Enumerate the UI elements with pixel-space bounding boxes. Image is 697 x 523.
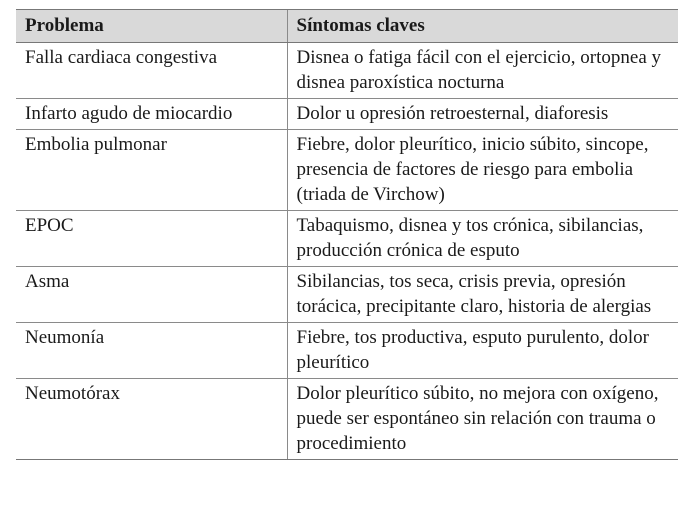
symptoms-cell: Dolor u opresión retroesternal, diaforesis (287, 99, 678, 130)
table-body (16, 43, 678, 460)
problem-cell: Asma (16, 267, 287, 323)
table-row (16, 267, 678, 323)
problem-cell: EPOC (16, 211, 287, 267)
symptoms-cell: Fiebre, tos productiva, esputo purulento, dolor pleurítico (287, 323, 678, 379)
symptoms-cell: Fiebre, dolor pleurítico, inicio súbito, sincope, presencia de factores de riesgo para embolia (triada de Virchow) (287, 130, 678, 211)
header-problem: Problema (16, 10, 287, 43)
table-row (16, 99, 678, 130)
header-symptoms: Síntomas claves (287, 10, 678, 43)
table-row (16, 323, 678, 379)
table-row (16, 130, 678, 211)
differential-diagnosis-table (16, 9, 678, 460)
symptoms-cell: Tabaquismo, disnea y tos crónica, sibilancias, producción crónica de esputo (287, 211, 678, 267)
symptoms-cell: Sibilancias, tos seca, crisis previa, opresión torácica, precipitante claro, historia de alergias (287, 267, 678, 323)
problem-cell: Embolia pulmonar (16, 130, 287, 211)
table-header (16, 10, 678, 43)
table-row (16, 211, 678, 267)
problem-cell: Falla cardiaca congestiva (16, 43, 287, 99)
symptoms-cell: Dolor pleurítico súbito, no mejora con oxígeno, puede ser espontáneo sin relación con trauma o procedimiento (287, 379, 678, 460)
header-row (16, 10, 678, 43)
problem-cell: Infarto agudo de miocardio (16, 99, 287, 130)
symptoms-cell: Disnea o fatiga fácil con el ejercicio, ortopnea y disnea paroxística nocturna (287, 43, 678, 99)
table-row (16, 43, 678, 99)
problem-cell: Neumotórax (16, 379, 287, 460)
problem-cell: Neumonía (16, 323, 287, 379)
table-row (16, 379, 678, 460)
